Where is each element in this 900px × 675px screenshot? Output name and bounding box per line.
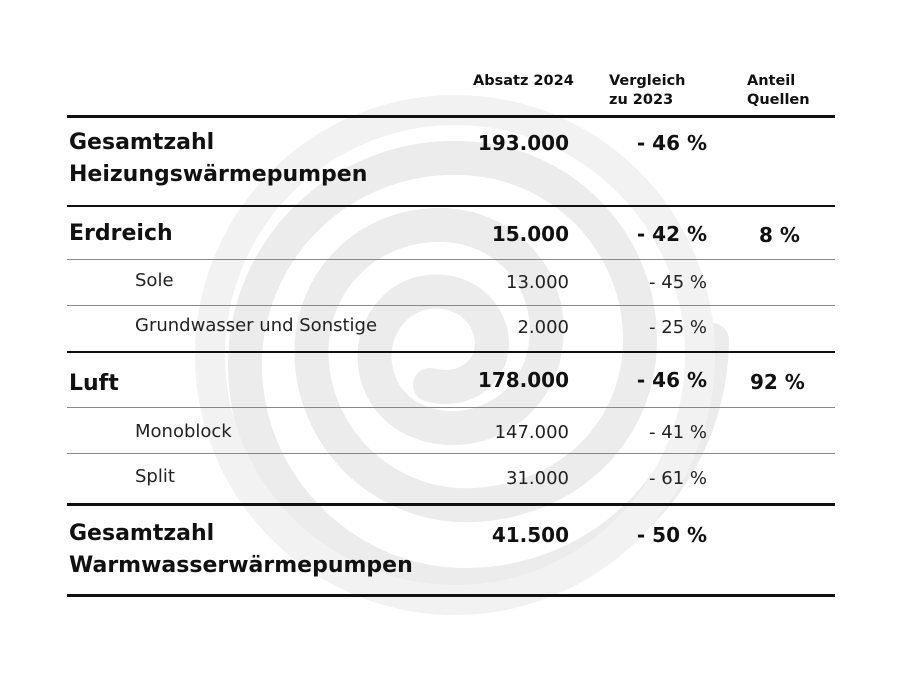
row-label-line2: Heizungswärmepumpen (69, 162, 368, 187)
row-vergleich: - 42 % (636, 222, 707, 246)
row-label-line1: Gesamtzahl (69, 130, 215, 155)
row-label: Erdreich (69, 221, 173, 246)
row-divider (67, 305, 835, 306)
row-absatz: 147.000 (494, 422, 569, 443)
row-label: Grundwasser und Sonstige (135, 315, 378, 336)
row-anteil: 92 % (750, 370, 805, 394)
row-label: Split (135, 466, 175, 487)
row-divider (67, 205, 835, 207)
row-divider (67, 503, 835, 506)
heat-pump-sales-table (67, 0, 835, 675)
row-label: Sole (135, 270, 174, 291)
row-vergleich: - 45 % (649, 272, 707, 293)
row-label-line2: Warmwasserwärmepumpen (69, 553, 413, 578)
row-anteil: 8 % (759, 223, 800, 247)
row-absatz: 178.000 (477, 368, 569, 392)
row-label-line1: Gesamtzahl (69, 521, 215, 546)
header-absatz: Absatz 2024 (473, 73, 574, 89)
row-absatz: 31.000 (506, 468, 569, 489)
row-absatz: 13.000 (506, 272, 569, 293)
header-rule (67, 115, 835, 118)
header-anteil-line2: Quellen (747, 92, 810, 108)
row-absatz: 15.000 (491, 222, 569, 246)
row-divider (67, 407, 835, 408)
row-divider (67, 259, 835, 260)
row-vergleich: - 25 % (649, 317, 707, 338)
header-vergleich-line2: zu 2023 (609, 92, 674, 108)
row-label: Luft (69, 371, 119, 396)
table-bottom-rule (67, 594, 835, 597)
row-vergleich: - 50 % (636, 523, 707, 547)
row-vergleich: - 41 % (649, 422, 707, 443)
row-absatz: 41.500 (491, 523, 569, 547)
header-vergleich-line1: Vergleich (609, 73, 686, 89)
row-absatz: 2.000 (517, 317, 569, 338)
row-label: Monoblock (135, 421, 232, 442)
row-divider (67, 453, 835, 454)
row-vergleich: - 61 % (649, 468, 707, 489)
header-anteil-line1: Anteil (747, 73, 796, 89)
row-vergleich: - 46 % (636, 368, 707, 392)
row-vergleich: - 46 % (636, 131, 707, 155)
row-absatz: 193.000 (477, 131, 569, 155)
row-divider (67, 351, 835, 353)
